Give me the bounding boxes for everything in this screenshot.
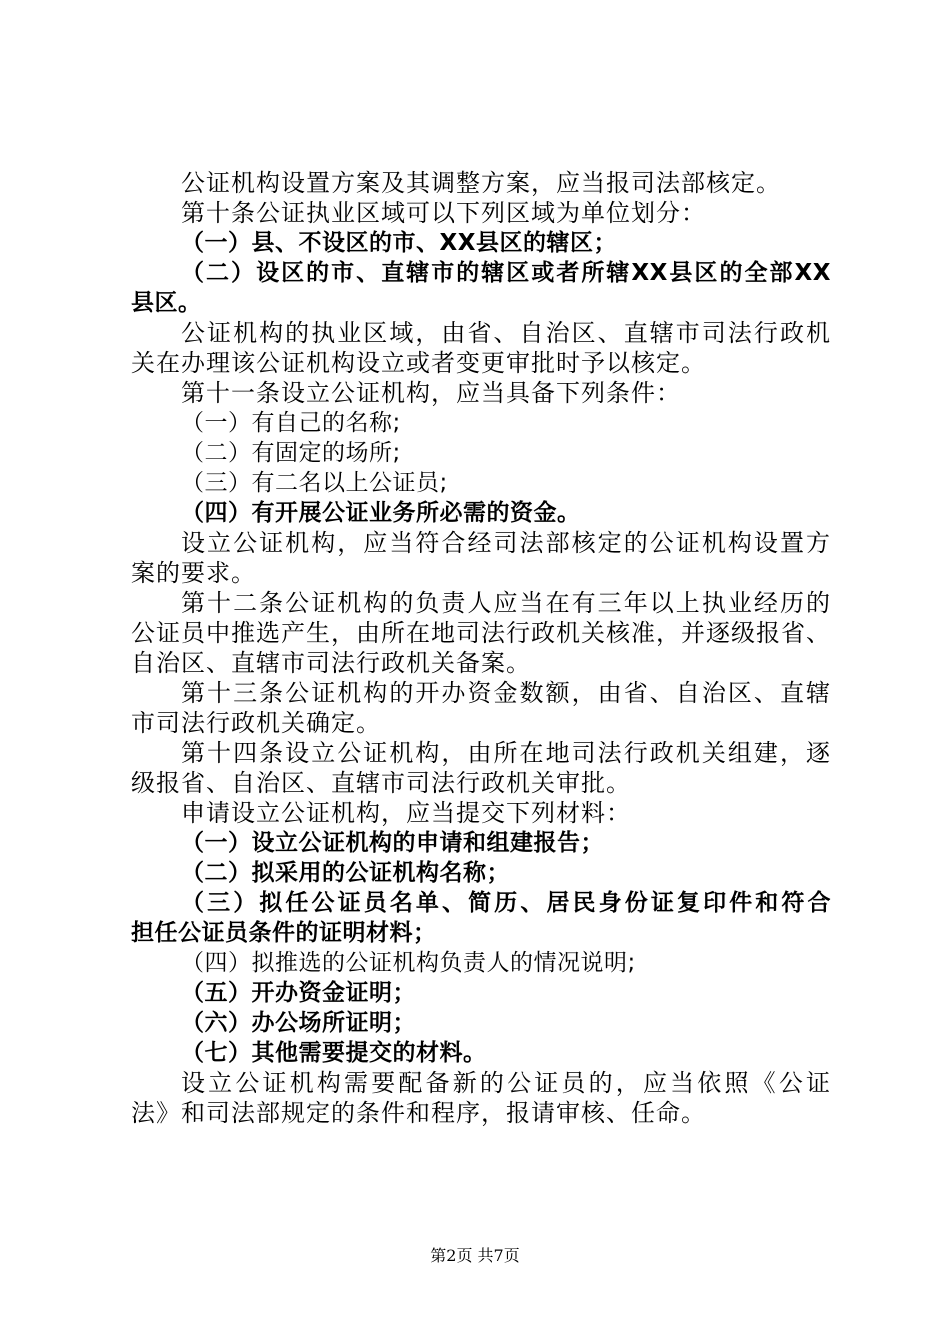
list-item-continuation: 担任公证员条件的证明材料； [131,920,437,946]
paragraph-line: 设立公证机构，应当符合经司法部核定的公证机构设置方 [181,529,831,557]
article-11-heading: 第十一条设立公证机构，应当具备下列条件： [181,379,681,407]
paragraph-line: 设立公证机构需要配备新的公证员的，应当依照《公证 [181,1069,831,1097]
article-10-heading: 第十条公证执业区域可以下列区域为单位划分： [181,199,706,227]
paragraph-line: 级报省、自治区、直辖市司法行政机关审批。 [131,769,631,797]
paragraph-line: 自治区、直辖市司法行政机关备案。 [131,649,531,677]
paragraph-line: 申请设立公证机构，应当提交下列材料： [181,799,631,827]
list-item: （一）设立公证机构的申请和组建报告； [181,830,604,856]
list-item: （六）办公场所证明； [181,1010,416,1036]
page-number-footer: 第2页 共7页 [430,1246,520,1265]
list-item: （一）县、不设区的市、XX县区的辖区； [181,230,617,256]
paragraph-line: 公证机构设置方案及其调整方案，应当报司法部核定。 [181,169,781,197]
paragraph-line: 市司法行政机关确定。 [131,709,381,737]
article-14-heading: 第十四条设立公证机构，由所在地司法行政机关组建，逐 [181,739,831,767]
list-item: （三）拟任公证员名单、简历、居民身份证复印件和符合 [181,890,831,916]
list-item: （二）有固定的场所; [181,440,401,466]
document-body [131,168,831,1128]
list-item: （四）拟推选的公证机构负责人的情况说明; [181,950,636,976]
article-12-heading: 第十二条公证机构的负责人应当在有三年以上执业经历的 [181,589,831,617]
paragraph-line: 法》和司法部规定的条件和程序，报请审核、任命。 [131,1099,706,1127]
list-item: （二）设区的市、直辖市的辖区或者所辖XX县区的全部XX [181,260,831,286]
list-item: （二）拟采用的公证机构名称； [181,860,510,886]
paragraph-line: 关在办理该公证机构设立或者变更审批时予以核定。 [131,349,706,377]
list-item: （三）有二名以上公证员; [181,470,448,496]
list-item-continuation: 县区。 [131,290,202,316]
paragraph-line: 案的要求。 [131,559,256,587]
list-item: （五）开办资金证明； [181,980,416,1006]
paragraph-line: 公证机构的执业区域，由省、自治区、直辖市司法行政机 [181,319,831,347]
list-item: （一）有自己的名称; [181,410,401,436]
list-item: （七）其他需要提交的材料。 [181,1040,487,1066]
list-item: （四）有开展公证业务所必需的资金。 [181,500,581,526]
paragraph-line: 公证员中推选产生，由所在地司法行政机关核准，并逐级报省、 [131,619,831,647]
article-13-heading: 第十三条公证机构的开办资金数额，由省、自治区、直辖 [181,679,831,707]
